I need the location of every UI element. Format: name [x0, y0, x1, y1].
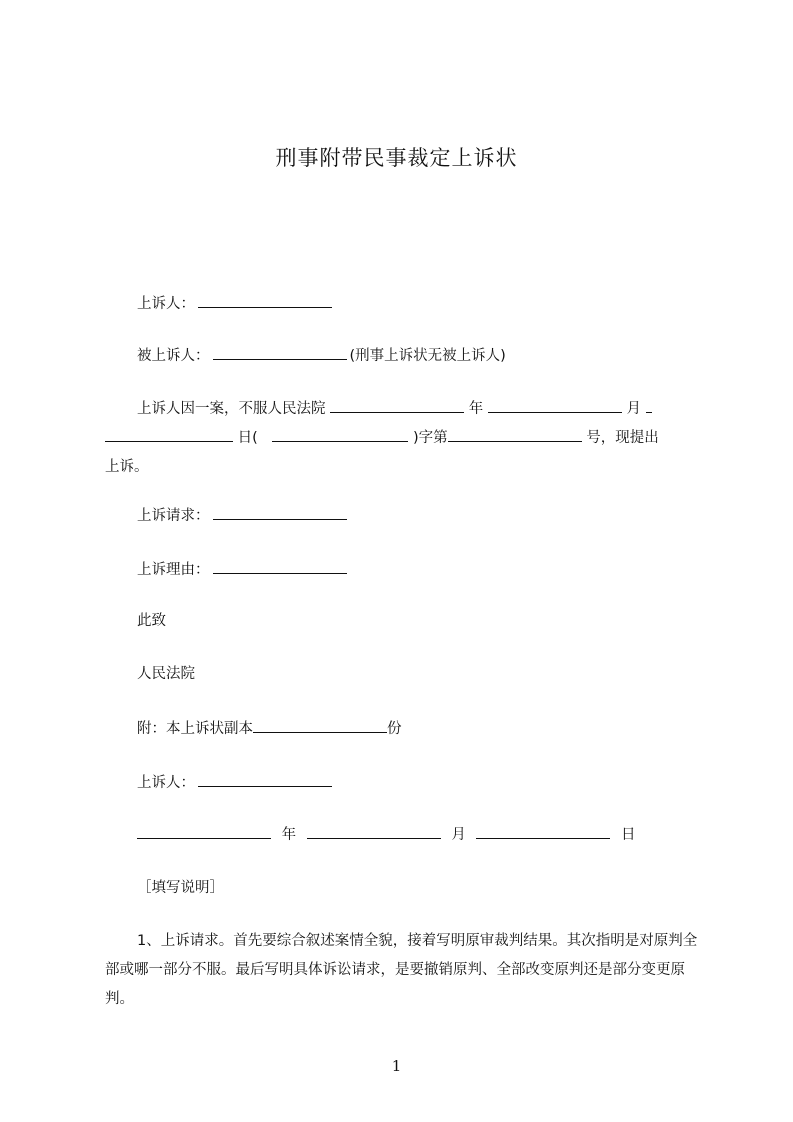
case-month: 月: [626, 401, 641, 417]
appellee-line: [137, 346, 506, 365]
instructions-heading-line: [137, 879, 224, 897]
year-code-blank[interactable]: [272, 428, 408, 442]
date-line: [137, 825, 642, 844]
case-paragraph: [105, 395, 710, 482]
appellant-blank[interactable]: [198, 294, 332, 308]
signer-line: [137, 773, 335, 792]
date-year-label: 年: [281, 827, 297, 843]
appellant-label: 上诉人：: [137, 296, 195, 312]
page-number: 1: [391, 1057, 402, 1075]
appellant-line: [137, 294, 335, 313]
date-year-blank[interactable]: [137, 825, 271, 839]
appellee-label: 被上诉人：: [137, 348, 210, 364]
attachment-line: [137, 719, 402, 738]
case-part1: 上诉人因一案，不服人民法院: [137, 401, 326, 417]
date-day-blank[interactable]: [476, 825, 610, 839]
case-year: 年: [468, 401, 484, 417]
court-text: 人民法院: [137, 666, 195, 682]
court-line: [137, 665, 195, 683]
case-line-2: [105, 424, 710, 453]
signer-blank[interactable]: [198, 773, 332, 787]
request-blank[interactable]: [213, 506, 347, 520]
year-blank[interactable]: [488, 399, 622, 413]
attachment-prefix: 附：本上诉状副本: [137, 721, 253, 737]
month-blank[interactable]: [105, 428, 233, 442]
number-blank[interactable]: [448, 428, 582, 442]
copies-blank[interactable]: [253, 719, 387, 733]
document-title: 刑事附带民事裁定上诉状: [275, 146, 518, 170]
case-hao: 号，现提出: [586, 430, 659, 446]
case-zidi: )字第: [413, 430, 448, 446]
date-month-label: 月: [451, 827, 466, 843]
cizhi-line: [137, 612, 166, 630]
cizhi-text: 此致: [137, 613, 166, 629]
month-blank-start: [646, 399, 652, 413]
appellee-note: (刑事上诉状无被上诉人): [349, 348, 506, 364]
reason-line: [137, 560, 350, 579]
instructions-heading: ［填写说明］: [137, 880, 224, 896]
case-line-1: [105, 395, 710, 424]
request-line: [137, 506, 350, 525]
case-day: 日(: [237, 430, 258, 446]
instruction-1: 1、上诉请求。首先要综合叙述案情全貌，接着写明原审裁判结果。其次指明是对原判全部或哪一部分不服。最后写明具体诉讼请求，是要撤销原判、全部改变原判还是部分变更原判。: [105, 933, 698, 1007]
case-line-3: [105, 453, 710, 482]
reason-blank[interactable]: [213, 560, 347, 574]
signer-label: 上诉人：: [137, 775, 195, 791]
reason-label: 上诉理由：: [137, 562, 210, 578]
date-day-label: 日: [621, 827, 636, 843]
court-blank[interactable]: [330, 399, 464, 413]
request-label: 上诉请求：: [137, 508, 210, 524]
appellee-blank[interactable]: [213, 346, 347, 360]
date-month-blank[interactable]: [307, 825, 441, 839]
attachment-suffix: 份: [387, 721, 402, 737]
case-end: 上诉。: [105, 459, 149, 475]
